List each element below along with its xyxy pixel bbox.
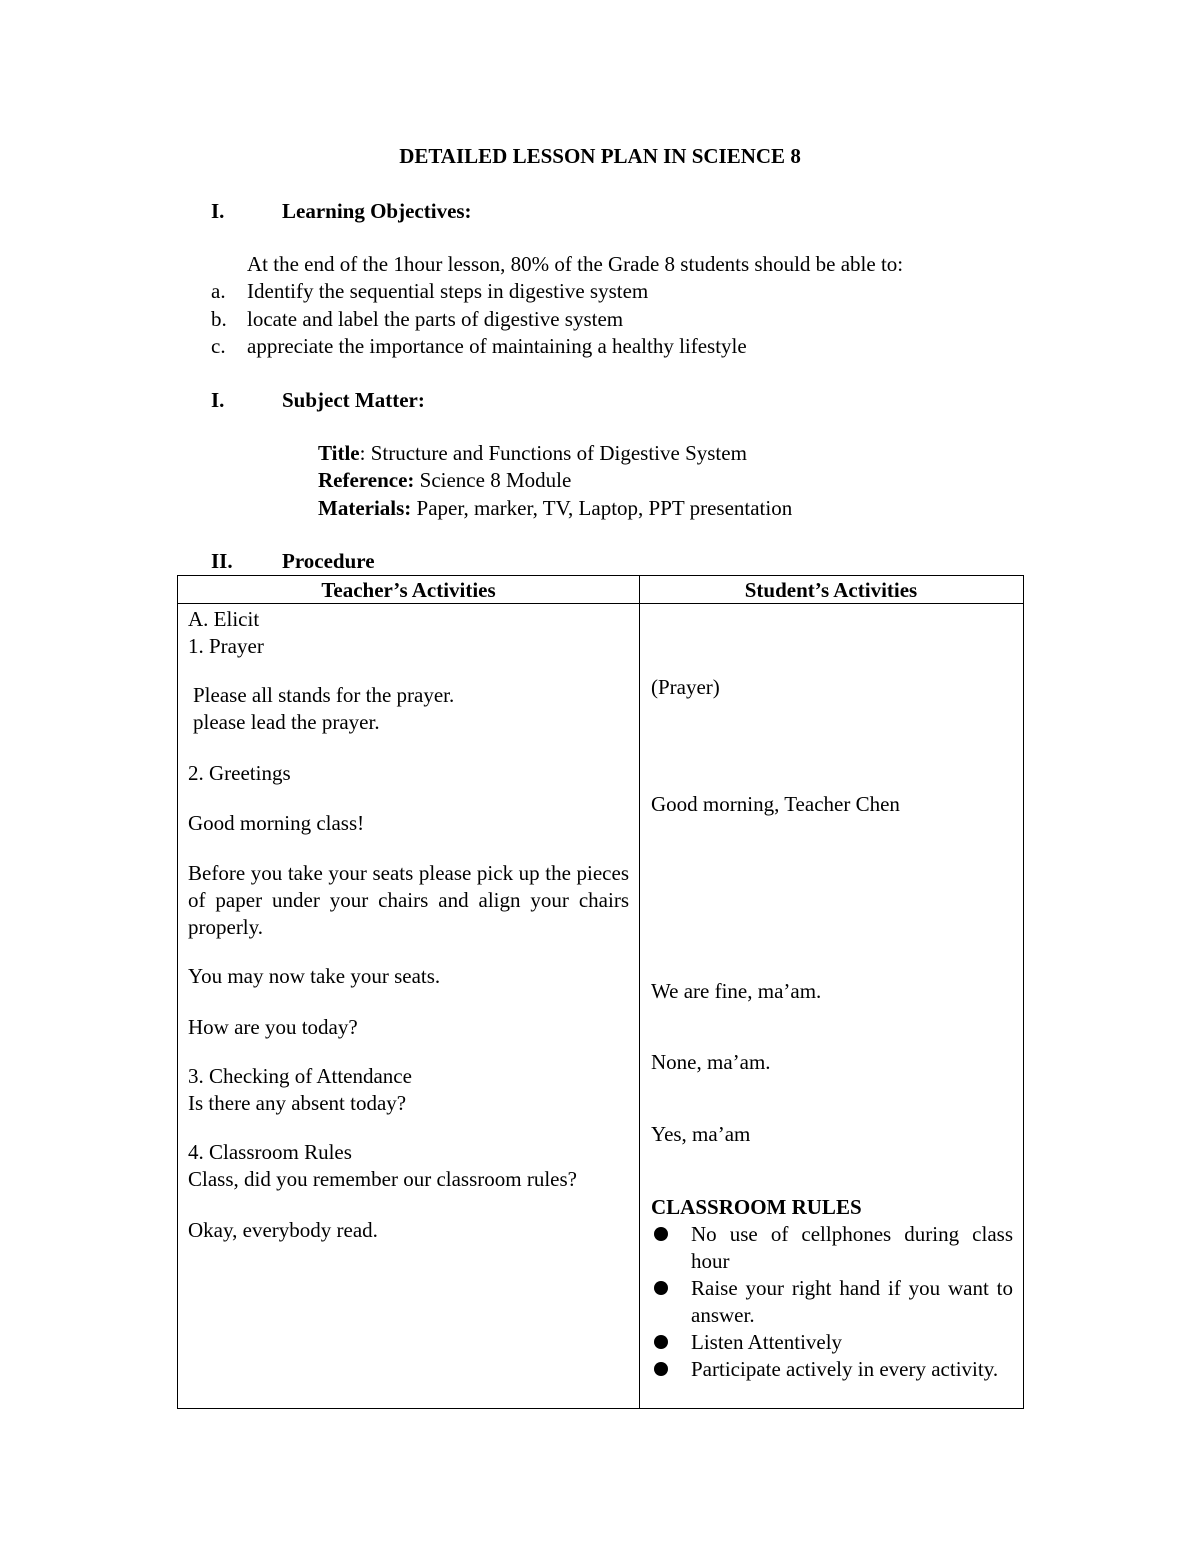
subject-title-value: : Structure and Functions of Digestive System	[359, 441, 747, 465]
subject-title-label: Title	[318, 441, 360, 465]
teacher-rules-heading: 4. Classroom Rules	[188, 1140, 352, 1164]
teacher-elicit: A. Elicit	[188, 607, 260, 631]
teacher-rules-question: Class, did you remember our classroom rules?	[188, 1167, 577, 1191]
student-activities-header: Student’s Activities	[744, 578, 918, 602]
objective-text-b: locate and label the parts of digestive system	[247, 307, 624, 331]
objective-text-a: Identify the sequential steps in digestive system	[247, 279, 649, 303]
teacher-prayer-heading: 1. Prayer	[188, 634, 264, 658]
bullet-icon	[654, 1362, 668, 1376]
objective-text-c: appreciate the importance of maintaining a healthy lifestyle	[247, 334, 747, 358]
teacher-attendance-heading: 3. Checking of Attendance	[188, 1064, 412, 1088]
student-greeting-reply: Good morning, Teacher Chen	[651, 792, 900, 816]
teacher-attendance-question: Is there any absent today?	[188, 1091, 407, 1115]
student-prayer: (Prayer)	[651, 675, 720, 699]
procedure-heading: Procedure	[282, 549, 375, 573]
subject-heading: Subject Matter:	[282, 388, 425, 412]
objectives-section-number: I.	[211, 199, 225, 223]
teacher-prayer-line-1: Please all stands for the prayer.	[193, 683, 455, 707]
student-rules-reply: Yes, ma’am	[651, 1122, 751, 1146]
classroom-rule-2: Raise your right hand if you want to answer.	[691, 1276, 1013, 1327]
subject-materials-label: Materials:	[318, 496, 412, 520]
table-column-divider	[639, 576, 640, 1408]
objective-letter-c: c.	[211, 334, 226, 358]
objective-letter-a: a.	[211, 279, 226, 303]
procedure-table	[177, 575, 1024, 1409]
teacher-read: Okay, everybody read.	[188, 1218, 378, 1242]
bullet-icon	[654, 1335, 668, 1349]
subject-section-number: I.	[211, 388, 225, 412]
subject-materials-line	[318, 495, 792, 522]
subject-reference-line	[318, 467, 571, 494]
objective-letter-b: b.	[211, 307, 227, 331]
teacher-greeting: Good morning class!	[188, 811, 365, 835]
classroom-rule-1: No use of cellphones during class hour	[691, 1222, 1013, 1273]
procedure-section-number: II.	[211, 549, 233, 573]
teacher-prayer-line-2: please lead the prayer.	[193, 710, 380, 734]
teacher-how-are-you: How are you today?	[188, 1015, 358, 1039]
classroom-rule-3: Listen Attentively	[691, 1330, 843, 1354]
subject-title-line	[318, 440, 747, 467]
teacher-seats-instruction: Before you take your seats please pick up the pieces of paper under your chairs and align your chairs properly.	[188, 861, 629, 939]
subject-materials-value: Paper, marker, TV, Laptop, PPT presentation	[411, 496, 793, 520]
subject-reference-label: Reference:	[318, 468, 415, 492]
classroom-rule-4: Participate actively in every activity.	[691, 1357, 999, 1381]
student-rules-title: CLASSROOM RULES	[651, 1195, 862, 1219]
teacher-take-seats: You may now take your seats.	[188, 964, 441, 988]
student-fine-reply: We are fine, ma’am.	[651, 979, 822, 1003]
objectives-intro: At the end of the 1hour lesson, 80% of the Grade 8 students should be able to:	[247, 252, 904, 276]
teacher-activities-header: Teacher’s Activities	[321, 578, 496, 602]
student-absent-reply: None, ma’am.	[651, 1050, 771, 1074]
document-title: DETAILED LESSON PLAN IN SCIENCE 8	[399, 144, 801, 168]
teacher-greetings-heading: 2. Greetings	[188, 761, 291, 785]
bullet-icon	[654, 1281, 668, 1295]
objectives-heading: Learning Objectives:	[282, 199, 472, 223]
subject-reference-value: Science 8 Module	[414, 468, 572, 492]
bullet-icon	[654, 1227, 668, 1241]
